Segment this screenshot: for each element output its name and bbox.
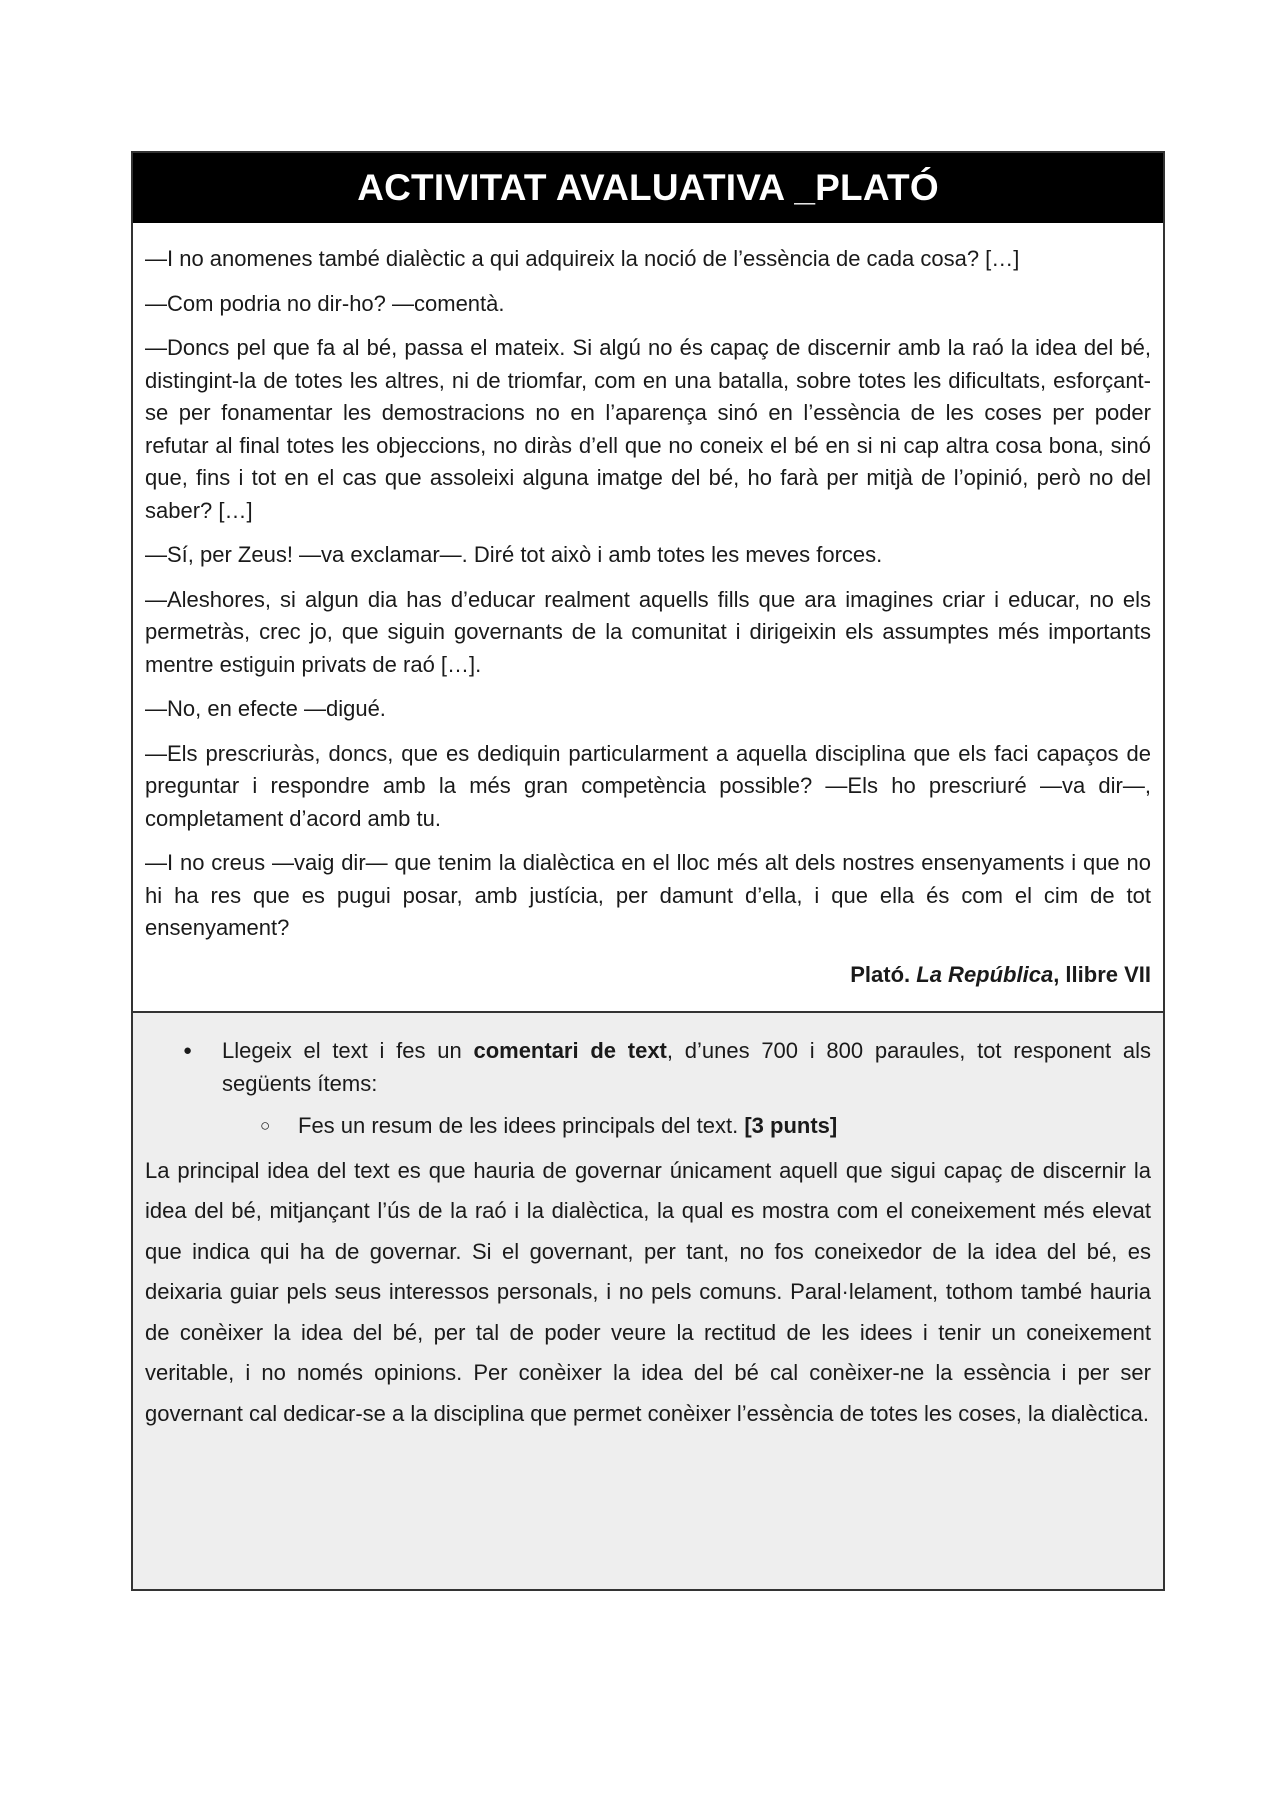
points-badge: [3 punts] — [744, 1113, 838, 1138]
sub-instruction-item — [260, 1110, 1151, 1143]
bullet-icon: ● — [183, 1042, 193, 1059]
source-citation — [145, 959, 1151, 992]
student-answer: La principal idea del text es que hauria de governar únicament aquell que sigui capaç de discernir la idea del bé, mitjançant l’ús de la raó i la dialèctica, la qual es mostra com el coneixement més elevat que indica qui ha de governar. Si el governant, per tant, no fos coneixedor de la idea del bé, es deixaria guiar pels seus interessos personals, i no pels comuns. Paral·lelament, tothom també hauria de conèixer la idea del bé, per tal de poder veure la rectitud de les idees i tenir un coneixement veritable, i no només opinions. Per conèixer la idea del bé cal conèixer-ne la essència i per ser governant cal dedicar-se a la disciplina que permet conèixer l’essència de totes les coses, la dialèctica. — [145, 1157, 1151, 1426]
sub-instruction-label: Fes un resum de les idees principals del text. — [298, 1113, 745, 1138]
excerpt-paragraph: —I no creus —vaig dir— que tenim la dialèctica en el lloc més alt dels nostres ensenyaments i que no hi ha res que es pugui posar, amb justícia, per damunt d’ella, i que ella és com el cim de tot ensenyament? — [145, 850, 1151, 940]
instruction-item — [183, 1035, 1151, 1100]
activity-sheet — [131, 151, 1165, 1591]
citation-author: Plató. — [850, 961, 911, 987]
excerpt-box — [133, 223, 1163, 1013]
page-title: ACTIVITAT AVALUATIVA _PLATÓ — [357, 167, 939, 208]
citation-section: , llibre VII — [1053, 961, 1151, 987]
excerpt-paragraph: —Els prescriuràs, doncs, que es dediquin particularment a aquella disciplina que els faci capaços de preguntar i respondre amb la més gran competència possible? —Els ho prescriuré —va dir—, completament d’acord amb tu. — [145, 740, 1151, 831]
activity-box — [133, 1013, 1163, 1589]
citation-book: La República — [916, 961, 1054, 987]
instruction-text — [222, 1035, 1151, 1100]
title-bar — [133, 153, 1163, 223]
hollow-bullet-icon: ○ — [260, 1116, 271, 1135]
excerpt-paragraph: —Sí, per Zeus! —va exclamar—. Diré tot això i amb totes les meves forces. — [145, 542, 883, 567]
excerpt-paragraph: —I no anomenes també dialèctic a qui adquireix la noció de l’essència de cada cosa? […] — [145, 246, 1020, 271]
excerpt-paragraph: —No, en efecte —digué. — [145, 696, 386, 721]
sub-instruction-text — [298, 1110, 837, 1143]
instruction-emphasis: comentari de text — [473, 1038, 667, 1063]
excerpt-paragraph: —Doncs pel que fa al bé, passa el mateix. Si algú no és capaç de discernir amb la raó la idea del bé, distingint-la de totes les altres, ni de triomfar, com en una batalla, sobre totes les dificultats, esforçant-se per fonamentar les demostracions no en l’aparença sinó en l’essència de les coses per poder refutar al final totes les objeccions, no diràs d’ell que no coneix el bé en si ni cap altra cosa bona, sinó que, fins i tot en el cas que assoleixi alguna imatge del bé, ho farà per mitjà de l’opinió, però no del saber? […] — [145, 335, 1151, 523]
excerpt-paragraph: —Com podria no dir-ho? —comentà. — [145, 290, 505, 316]
excerpt-paragraph: —Aleshores, si algun dia has d’educar realment aquells fills que ara imagines criar i educar, no els permetràs, crec jo, que siguin governants de la comunitat i dirigeixin els assumptes més importants mentre estiguin privats de raó […]. — [145, 586, 1151, 677]
instruction-tail: , d’unes 700 i 800 paraules, tot responent als següents ítems: — [222, 1038, 1151, 1096]
instruction-lead: Llegeix el text i fes un — [222, 1038, 474, 1063]
